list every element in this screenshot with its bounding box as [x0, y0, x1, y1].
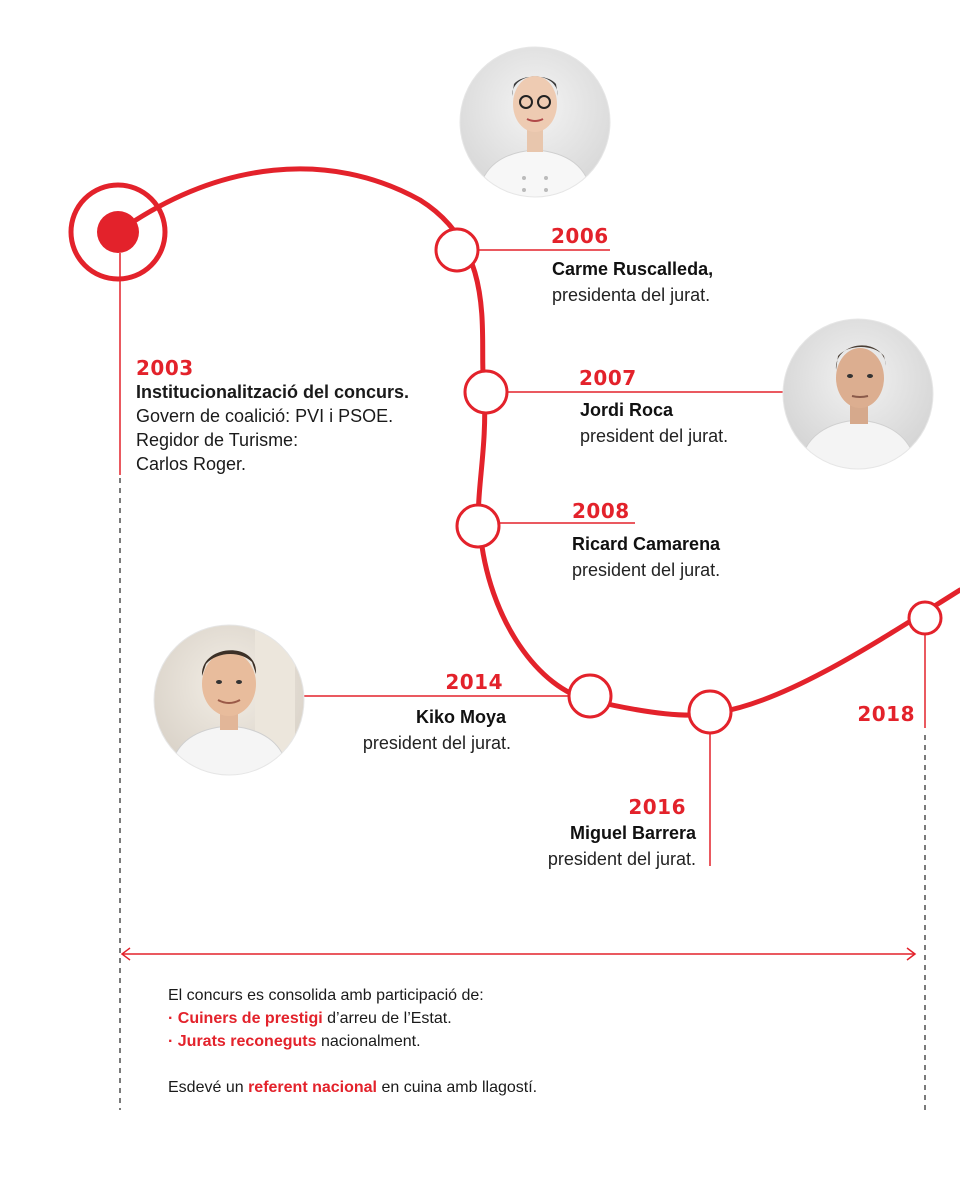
role-2006: presidenta del jurat. — [552, 285, 711, 305]
portrait-carme-ruscalleda — [460, 47, 610, 200]
year-2018: 2018 — [857, 702, 915, 726]
start-marker-dot — [97, 211, 139, 253]
year-2007: 2007 — [579, 366, 637, 390]
name-2016: Miguel Barrera — [569, 823, 696, 843]
role-2007: president del jurat. — [580, 426, 729, 446]
summary-item-2: · Jurats reconeguts nacionalment. — [168, 1033, 421, 1050]
summary-block — [168, 984, 537, 1099]
span-arrow — [122, 948, 915, 960]
summary-intro: El concurs es consolida amb participació de: — [168, 987, 484, 1004]
node-2006 — [436, 229, 478, 271]
role-2016: president del jurat. — [547, 849, 696, 869]
name-2014: Kiko Moya — [415, 707, 506, 727]
year-2006: 2006 — [551, 224, 609, 248]
summary-closing: Esdevé un referent nacional en cuina amb llagostí. — [168, 1079, 538, 1096]
highlight-cuiners: Cuiners de prestigi — [177, 1010, 323, 1027]
name-2008: Ricard Camarena — [572, 534, 721, 554]
role-2014: president del jurat. — [362, 733, 511, 753]
node-2007 — [465, 371, 507, 413]
role-2008: president del jurat. — [572, 560, 721, 580]
highlight-jurats: Jurats reconeguts — [177, 1033, 317, 1050]
node-2016 — [689, 691, 731, 733]
year-2003: 2003 — [136, 356, 194, 380]
year-2014: 2014 — [445, 670, 503, 694]
milestone-2003-line-3: Carlos Roger. — [136, 454, 247, 474]
milestone-2003-text — [136, 380, 409, 476]
year-2016: 2016 — [628, 795, 686, 819]
highlight-referent: referent nacional — [248, 1079, 377, 1096]
node-2018 — [909, 602, 941, 634]
node-2008 — [457, 505, 499, 547]
milestone-2003-line-1: Govern de coalició: PVI i PSOE. — [136, 406, 394, 426]
year-2008: 2008 — [572, 499, 630, 523]
milestone-2003-line-2: Regidor de Turisme: — [136, 430, 299, 450]
summary-item-1: · Cuiners de prestigi d’arreu de l’Estat. — [168, 1010, 452, 1027]
name-2007: Jordi Roca — [580, 400, 674, 420]
milestone-2003-title: Institucionalització del concurs. — [136, 382, 410, 402]
name-2006: Carme Ruscalleda, — [552, 259, 714, 279]
node-2014 — [569, 675, 611, 717]
